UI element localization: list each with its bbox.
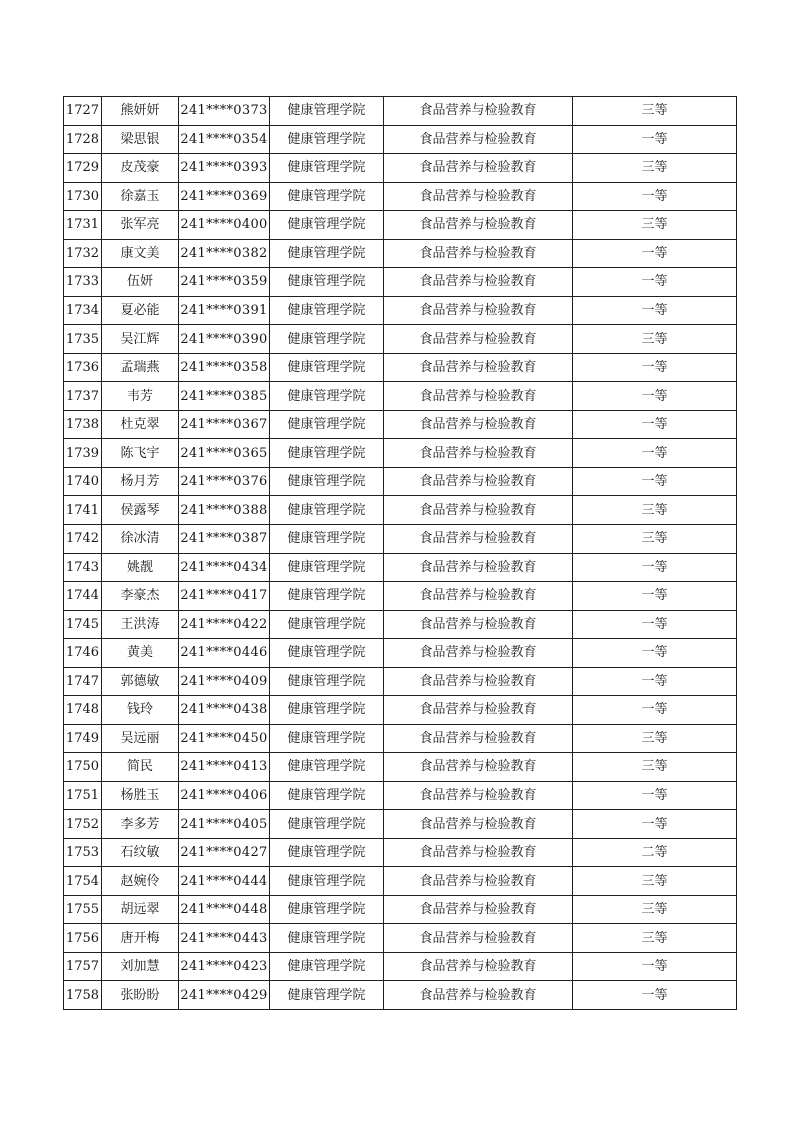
cell-major: 食品营养与检验教育 — [384, 410, 573, 439]
cell-id: 241****0388 — [179, 496, 270, 525]
table-row — [64, 353, 737, 382]
cell-id: 241****0429 — [179, 981, 270, 1010]
table-row — [64, 439, 737, 468]
cell-grade: 三等 — [573, 97, 737, 126]
cell-id: 241****0409 — [179, 667, 270, 696]
cell-major: 食品营养与检验教育 — [384, 211, 573, 240]
cell-no: 1741 — [64, 496, 102, 525]
table-body — [64, 97, 737, 1010]
cell-grade: 三等 — [573, 325, 737, 354]
cell-grade: 三等 — [573, 524, 737, 553]
cell-grade: 一等 — [573, 382, 737, 411]
cell-grade: 一等 — [573, 952, 737, 981]
cell-college: 健康管理学院 — [270, 467, 384, 496]
cell-college: 健康管理学院 — [270, 496, 384, 525]
cell-grade: 一等 — [573, 268, 737, 297]
cell-major: 食品营养与检验教育 — [384, 182, 573, 211]
table-row — [64, 724, 737, 753]
cell-name: 钱玲 — [102, 696, 179, 725]
table-row — [64, 582, 737, 611]
cell-grade: 三等 — [573, 753, 737, 782]
cell-name: 李豪杰 — [102, 582, 179, 611]
table-row — [64, 610, 737, 639]
cell-grade: 一等 — [573, 296, 737, 325]
cell-no: 1739 — [64, 439, 102, 468]
cell-id: 241****0406 — [179, 781, 270, 810]
cell-major: 食品营养与检验教育 — [384, 838, 573, 867]
cell-name: 李多芳 — [102, 810, 179, 839]
cell-college: 健康管理学院 — [270, 952, 384, 981]
cell-name: 唐开梅 — [102, 924, 179, 953]
cell-major: 食品营养与检验教育 — [384, 952, 573, 981]
cell-no: 1744 — [64, 582, 102, 611]
cell-name: 简民 — [102, 753, 179, 782]
cell-grade: 一等 — [573, 582, 737, 611]
cell-no: 1753 — [64, 838, 102, 867]
cell-college: 健康管理学院 — [270, 125, 384, 154]
cell-major: 食品营养与检验教育 — [384, 810, 573, 839]
cell-id: 241****0444 — [179, 867, 270, 896]
cell-college: 健康管理学院 — [270, 639, 384, 668]
cell-major: 食品营养与检验教育 — [384, 639, 573, 668]
cell-grade: 一等 — [573, 639, 737, 668]
cell-college: 健康管理学院 — [270, 610, 384, 639]
table-row — [64, 952, 737, 981]
cell-no: 1733 — [64, 268, 102, 297]
cell-no: 1758 — [64, 981, 102, 1010]
cell-name: 徐嘉玉 — [102, 182, 179, 211]
cell-no: 1729 — [64, 154, 102, 183]
cell-major: 食品营养与检验教育 — [384, 268, 573, 297]
cell-no: 1730 — [64, 182, 102, 211]
cell-id: 241****0405 — [179, 810, 270, 839]
cell-college: 健康管理学院 — [270, 981, 384, 1010]
cell-id: 241****0376 — [179, 467, 270, 496]
cell-grade: 一等 — [573, 696, 737, 725]
cell-grade: 一等 — [573, 125, 737, 154]
cell-no: 1731 — [64, 211, 102, 240]
table-row — [64, 924, 737, 953]
cell-name: 吴远丽 — [102, 724, 179, 753]
cell-grade: 三等 — [573, 154, 737, 183]
table-row — [64, 125, 737, 154]
cell-name: 梁思银 — [102, 125, 179, 154]
cell-id: 241****0382 — [179, 239, 270, 268]
cell-no: 1740 — [64, 467, 102, 496]
cell-no: 1755 — [64, 895, 102, 924]
cell-major: 食品营养与检验教育 — [384, 696, 573, 725]
cell-college: 健康管理学院 — [270, 439, 384, 468]
cell-id: 241****0390 — [179, 325, 270, 354]
cell-major: 食品营养与检验教育 — [384, 97, 573, 126]
cell-no: 1757 — [64, 952, 102, 981]
cell-name: 孟瑞燕 — [102, 353, 179, 382]
cell-no: 1734 — [64, 296, 102, 325]
cell-major: 食品营养与检验教育 — [384, 353, 573, 382]
cell-id: 241****0443 — [179, 924, 270, 953]
cell-name: 侯露琴 — [102, 496, 179, 525]
table-row — [64, 239, 737, 268]
cell-name: 吴江辉 — [102, 325, 179, 354]
cell-grade: 一等 — [573, 239, 737, 268]
cell-major: 食品营养与检验教育 — [384, 895, 573, 924]
cell-id: 241****0373 — [179, 97, 270, 126]
cell-grade: 一等 — [573, 439, 737, 468]
cell-name: 杨胜玉 — [102, 781, 179, 810]
cell-name: 韦芳 — [102, 382, 179, 411]
cell-major: 食品营养与检验教育 — [384, 781, 573, 810]
table-row — [64, 867, 737, 896]
cell-major: 食品营养与检验教育 — [384, 753, 573, 782]
cell-major: 食品营养与检验教育 — [384, 125, 573, 154]
table-row — [64, 639, 737, 668]
cell-id: 241****0423 — [179, 952, 270, 981]
cell-college: 健康管理学院 — [270, 382, 384, 411]
cell-id: 241****0450 — [179, 724, 270, 753]
student-award-table-container — [63, 96, 737, 1010]
cell-no: 1752 — [64, 810, 102, 839]
cell-grade: 三等 — [573, 496, 737, 525]
cell-grade: 一等 — [573, 353, 737, 382]
cell-id: 241****0359 — [179, 268, 270, 297]
cell-name: 王洪涛 — [102, 610, 179, 639]
cell-college: 健康管理学院 — [270, 781, 384, 810]
cell-college: 健康管理学院 — [270, 553, 384, 582]
cell-name: 赵婉伶 — [102, 867, 179, 896]
table-row — [64, 410, 737, 439]
cell-college: 健康管理学院 — [270, 524, 384, 553]
cell-id: 241****0358 — [179, 353, 270, 382]
cell-major: 食品营养与检验教育 — [384, 553, 573, 582]
cell-no: 1748 — [64, 696, 102, 725]
cell-name: 黄美 — [102, 639, 179, 668]
cell-name: 伍妍 — [102, 268, 179, 297]
cell-college: 健康管理学院 — [270, 325, 384, 354]
cell-name: 石纹敏 — [102, 838, 179, 867]
cell-id: 241****0400 — [179, 211, 270, 240]
cell-name: 皮茂豪 — [102, 154, 179, 183]
cell-name: 郭德敏 — [102, 667, 179, 696]
cell-name: 张军亮 — [102, 211, 179, 240]
student-award-table — [63, 96, 737, 1010]
cell-major: 食品营养与检验教育 — [384, 924, 573, 953]
cell-college: 健康管理学院 — [270, 154, 384, 183]
table-row — [64, 211, 737, 240]
cell-major: 食品营养与检验教育 — [384, 325, 573, 354]
cell-major: 食品营养与检验教育 — [384, 496, 573, 525]
cell-college: 健康管理学院 — [270, 667, 384, 696]
cell-no: 1728 — [64, 125, 102, 154]
cell-major: 食品营养与检验教育 — [384, 582, 573, 611]
table-row — [64, 524, 737, 553]
table-row — [64, 838, 737, 867]
cell-grade: 一等 — [573, 610, 737, 639]
cell-major: 食品营养与检验教育 — [384, 867, 573, 896]
cell-grade: 三等 — [573, 895, 737, 924]
table-row — [64, 296, 737, 325]
cell-id: 241****0393 — [179, 154, 270, 183]
cell-name: 姚靓 — [102, 553, 179, 582]
cell-major: 食品营养与检验教育 — [384, 981, 573, 1010]
table-row — [64, 810, 737, 839]
cell-id: 241****0369 — [179, 182, 270, 211]
cell-id: 241****0365 — [179, 439, 270, 468]
cell-college: 健康管理学院 — [270, 239, 384, 268]
cell-major: 食品营养与检验教育 — [384, 467, 573, 496]
cell-no: 1736 — [64, 353, 102, 382]
cell-major: 食品营养与检验教育 — [384, 667, 573, 696]
cell-id: 241****0391 — [179, 296, 270, 325]
cell-grade: 一等 — [573, 182, 737, 211]
cell-no: 1738 — [64, 410, 102, 439]
cell-college: 健康管理学院 — [270, 696, 384, 725]
table-row — [64, 325, 737, 354]
table-row — [64, 182, 737, 211]
cell-college: 健康管理学院 — [270, 838, 384, 867]
cell-id: 241****0387 — [179, 524, 270, 553]
cell-no: 1747 — [64, 667, 102, 696]
cell-college: 健康管理学院 — [270, 268, 384, 297]
cell-college: 健康管理学院 — [270, 724, 384, 753]
cell-college: 健康管理学院 — [270, 296, 384, 325]
cell-id: 241****0422 — [179, 610, 270, 639]
cell-college: 健康管理学院 — [270, 410, 384, 439]
table-row — [64, 981, 737, 1010]
cell-name: 杨月芳 — [102, 467, 179, 496]
cell-college: 健康管理学院 — [270, 182, 384, 211]
cell-grade: 三等 — [573, 211, 737, 240]
cell-no: 1735 — [64, 325, 102, 354]
cell-major: 食品营养与检验教育 — [384, 239, 573, 268]
cell-grade: 一等 — [573, 810, 737, 839]
cell-no: 1751 — [64, 781, 102, 810]
cell-grade: 一等 — [573, 667, 737, 696]
table-row — [64, 496, 737, 525]
cell-name: 杜克翠 — [102, 410, 179, 439]
cell-name: 张盼盼 — [102, 981, 179, 1010]
cell-major: 食品营养与检验教育 — [384, 724, 573, 753]
table-row — [64, 696, 737, 725]
cell-id: 241****0427 — [179, 838, 270, 867]
cell-no: 1743 — [64, 553, 102, 582]
cell-no: 1737 — [64, 382, 102, 411]
cell-grade: 二等 — [573, 838, 737, 867]
cell-id: 241****0385 — [179, 382, 270, 411]
cell-no: 1754 — [64, 867, 102, 896]
cell-id: 241****0413 — [179, 753, 270, 782]
cell-name: 胡远翠 — [102, 895, 179, 924]
cell-id: 241****0446 — [179, 639, 270, 668]
cell-college: 健康管理学院 — [270, 211, 384, 240]
table-row — [64, 895, 737, 924]
cell-grade: 三等 — [573, 867, 737, 896]
cell-college: 健康管理学院 — [270, 810, 384, 839]
cell-no: 1732 — [64, 239, 102, 268]
cell-major: 食品营养与检验教育 — [384, 524, 573, 553]
table-row — [64, 382, 737, 411]
table-row — [64, 467, 737, 496]
cell-id: 241****0434 — [179, 553, 270, 582]
cell-major: 食品营养与检验教育 — [384, 439, 573, 468]
table-row — [64, 753, 737, 782]
cell-grade: 一等 — [573, 467, 737, 496]
cell-no: 1745 — [64, 610, 102, 639]
table-row — [64, 667, 737, 696]
cell-college: 健康管理学院 — [270, 582, 384, 611]
table-row — [64, 553, 737, 582]
cell-college: 健康管理学院 — [270, 867, 384, 896]
cell-no: 1727 — [64, 97, 102, 126]
cell-id: 241****0354 — [179, 125, 270, 154]
cell-no: 1746 — [64, 639, 102, 668]
table-row — [64, 268, 737, 297]
cell-name: 夏必能 — [102, 296, 179, 325]
table-row — [64, 97, 737, 126]
cell-no: 1742 — [64, 524, 102, 553]
cell-grade: 三等 — [573, 924, 737, 953]
cell-grade: 一等 — [573, 781, 737, 810]
cell-grade: 三等 — [573, 724, 737, 753]
cell-id: 241****0438 — [179, 696, 270, 725]
cell-name: 刘加慧 — [102, 952, 179, 981]
cell-grade: 一等 — [573, 410, 737, 439]
table-row — [64, 154, 737, 183]
cell-id: 241****0367 — [179, 410, 270, 439]
cell-college: 健康管理学院 — [270, 97, 384, 126]
cell-college: 健康管理学院 — [270, 924, 384, 953]
cell-name: 康文美 — [102, 239, 179, 268]
cell-college: 健康管理学院 — [270, 753, 384, 782]
cell-name: 熊妍妍 — [102, 97, 179, 126]
cell-id: 241****0417 — [179, 582, 270, 611]
cell-name: 陈飞宇 — [102, 439, 179, 468]
cell-grade: 一等 — [573, 981, 737, 1010]
cell-grade: 一等 — [573, 553, 737, 582]
cell-no: 1750 — [64, 753, 102, 782]
cell-id: 241****0448 — [179, 895, 270, 924]
cell-name: 徐冰清 — [102, 524, 179, 553]
cell-college: 健康管理学院 — [270, 895, 384, 924]
table-row — [64, 781, 737, 810]
cell-no: 1756 — [64, 924, 102, 953]
cell-major: 食品营养与检验教育 — [384, 382, 573, 411]
cell-no: 1749 — [64, 724, 102, 753]
cell-college: 健康管理学院 — [270, 353, 384, 382]
cell-major: 食品营养与检验教育 — [384, 296, 573, 325]
cell-major: 食品营养与检验教育 — [384, 154, 573, 183]
cell-major: 食品营养与检验教育 — [384, 610, 573, 639]
